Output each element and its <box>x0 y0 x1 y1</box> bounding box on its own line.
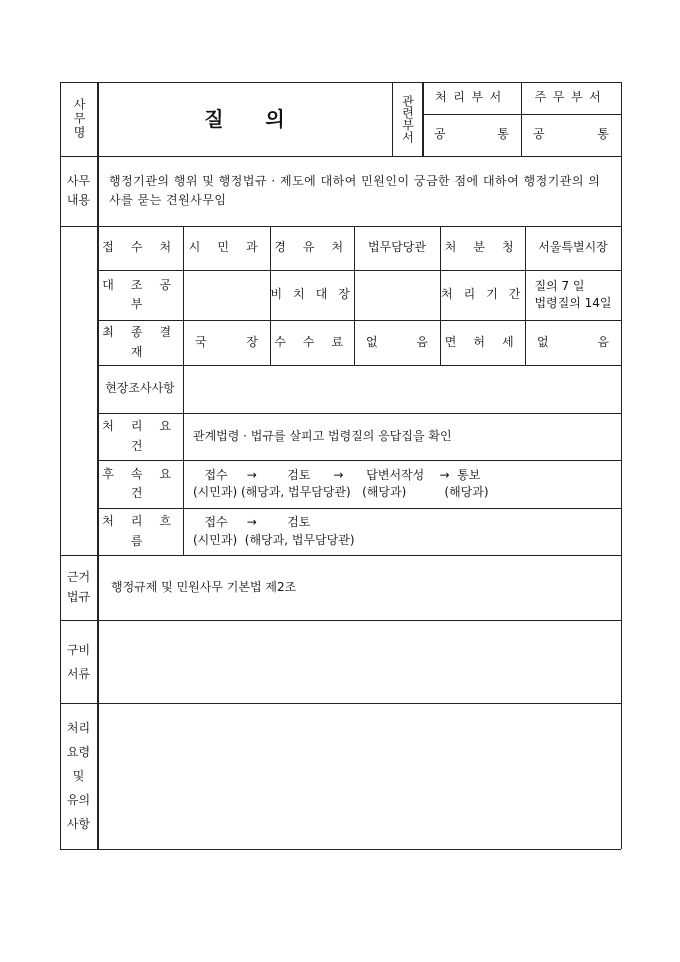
site-survey-label: 현장조사사항 <box>105 381 175 396</box>
reference-ledger-label: 대 조 공 부 <box>102 277 178 311</box>
disposing-office-value: 서울특별시장 <box>538 240 608 255</box>
required-docs-label: 구비 서류 <box>66 642 91 681</box>
receiving-office-value: 시 민 과 <box>188 240 265 255</box>
disposing-office-label: 처 분 청 <box>444 240 521 255</box>
follow-up-label: 후 속 요 건 <box>102 466 178 500</box>
license-tax-value <box>525 320 621 365</box>
follow-up-flow: 접수 → 검토 → 답변서작성 → 통보 (시민과) (해당과, 법무담당관) (해당과) (해당과) <box>193 467 489 499</box>
processing-period-value: 질의 7 일 법령질의 14일 <box>534 279 612 310</box>
table-border <box>60 620 621 621</box>
via-office-value: 법무담당관 <box>368 240 426 255</box>
value-part: 국 <box>195 334 207 349</box>
task-name-label: 사무명 <box>72 98 87 140</box>
processing-requirements-label: 처 리 요 건 <box>102 419 178 453</box>
value-part: 음 <box>597 334 609 349</box>
reference-ledger-value <box>183 270 270 320</box>
value-part: 통 <box>497 127 509 142</box>
final-approval-value <box>183 320 270 365</box>
value-part: 공 <box>533 127 545 142</box>
table-border <box>60 849 621 850</box>
license-tax-label: 면 허 세 <box>444 334 521 349</box>
value-part: 없 <box>537 334 549 349</box>
processing-requirements-text: 관계법령 · 법규를 살피고 법령질의 응답집을 확인 <box>193 428 452 443</box>
page-title: 질 의 <box>204 107 285 131</box>
notes-label: 처리 요령 및 유의 사항 <box>66 721 91 831</box>
ledger-kept-value <box>354 270 440 320</box>
processing-dept-value <box>422 114 521 156</box>
main-dept-header: 주무부서 <box>534 90 608 105</box>
task-content-label: 사무 내용 <box>66 173 91 207</box>
table-border <box>60 703 621 704</box>
task-content-text: 행정기관의 행위 및 행정법규 · 제도에 대하여 민원인이 궁금한 점에 대하여 행정기관의 의사를 묻는 견원사무임 <box>109 173 601 207</box>
processing-flow-label: 처 리 흐 름 <box>102 514 178 548</box>
legal-basis-text: 행정규제 및 민원사무 기본법 제2조 <box>111 579 297 594</box>
value-part: 공 <box>434 127 446 142</box>
follow-up-text <box>183 460 621 508</box>
value-part: 음 <box>416 334 428 349</box>
receiving-office-label: 접 수 처 <box>102 240 178 255</box>
processing-flow-text <box>183 508 621 555</box>
fee-label: 수 수 료 <box>274 334 350 349</box>
main-dept-value <box>521 114 621 156</box>
fee-value <box>354 320 440 365</box>
value-part: 통 <box>597 127 609 142</box>
legal-basis-label: 근거 법규 <box>66 570 91 604</box>
processing-period-label: 처 리 기 간 <box>440 287 524 302</box>
processing-dept-header: 처리부서 <box>435 90 508 105</box>
ledger-kept-label: 비 치 대 장 <box>270 287 354 302</box>
table-border <box>621 82 622 849</box>
processing-flow: 접수 → 검토 (시민과) (해당과, 법무담당관) <box>193 515 355 547</box>
value-part: 장 <box>246 334 258 349</box>
related-dept-label: 관련부서 <box>400 95 415 143</box>
via-office-label: 경 유 처 <box>274 240 350 255</box>
final-approval-label: 최 종 결 재 <box>102 325 178 359</box>
value-part: 없 <box>366 334 378 349</box>
